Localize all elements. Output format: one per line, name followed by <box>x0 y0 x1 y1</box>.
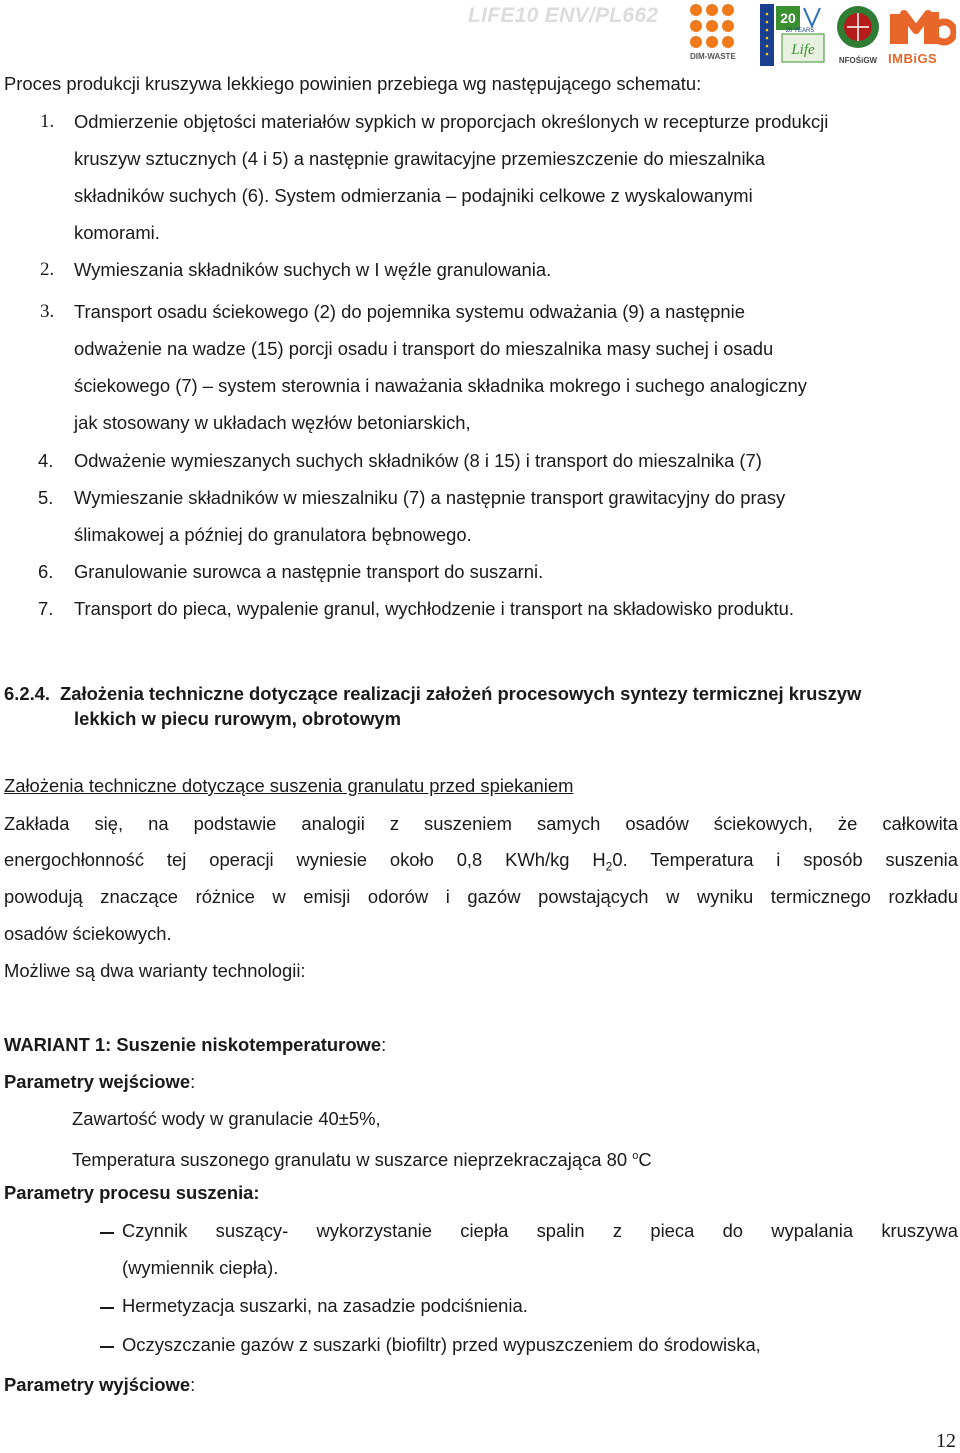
paragraph-line-1: Zakłada się, na podstawie analogii z suszeniem samych osadów ściekowych, że całkowita <box>4 813 958 834</box>
process-item-3: Oczyszczanie gazów z suszarki (biofiltr) przed wypuszczeniem do środowiska, <box>122 1334 761 1355</box>
page-number: 12 <box>936 1430 956 1452</box>
step-3-line-3: ściekowego (7) – system sterownia i naważania składnika mokrego i suchego analogiczny <box>74 375 807 396</box>
life-badge-text: 20 YEARS <box>785 28 815 34</box>
step-1-line-1: Odmierzenie objętości materiałów sypkich w proporcjach określonych w recepturze produkcji <box>74 111 829 132</box>
output-params-label: Parametry wyjściowe <box>4 1374 191 1395</box>
life-word-text: Life <box>791 42 815 58</box>
step-6-number: 6. <box>38 561 54 582</box>
intro-text: Proces produkcji kruszywa lekkiego powinien przebiega wg następującego schematu: <box>4 73 702 94</box>
section-title-line-1: Założenia techniczne dotyczące realizacji założeń procesowych syntezy termicznej kruszyw <box>60 683 862 704</box>
paragraph-line-2-start: energochłonność tej operacji wyniesie około 0,8 KWh/kg H <box>4 849 606 870</box>
variant-1-colon: : <box>381 1034 387 1055</box>
section-title-line-2: lekkich w piecu rurowym, obrotowym <box>74 708 402 729</box>
variant-1-heading <box>4 1034 386 1056</box>
dim-waste-logo <box>690 4 742 68</box>
step-7-number: 7. <box>38 598 54 619</box>
nfosigw-logo <box>832 4 884 68</box>
step-6-line-1: Granulowanie surowca a następnie transport do suszarni. <box>74 561 544 582</box>
step-1-number: 1. <box>40 111 55 132</box>
input-params-heading <box>4 1071 195 1093</box>
bullet-dash-3 <box>100 1346 114 1348</box>
paragraph-line-3: powodują znaczące różnice w emisji odorów i gazów powstających w wyniku termicznego rozkładu <box>4 886 958 907</box>
step-4-line-1: Odważenie wymieszanych suchych składników (8 i 15) i transport do mieszalnika (7) <box>74 450 762 471</box>
bullet-dash-2 <box>100 1307 114 1309</box>
nfosigw-logo-text: NFOŚiGW <box>838 56 878 65</box>
step-5-line-1: Wymieszanie składników w mieszalniku (7) a następnie transport grawitacyjny do prasy <box>74 487 786 508</box>
life-badge-number: 20 <box>780 10 796 26</box>
step-2-number: 2. <box>40 259 55 280</box>
step-4-number: 4. <box>38 450 54 471</box>
input-item-temperature <box>72 1145 652 1171</box>
step-3-number: 3. <box>40 301 55 322</box>
degree-sup: o <box>632 1150 639 1162</box>
output-params-heading <box>4 1374 195 1396</box>
step-1-line-4: komorami. <box>74 222 160 243</box>
step-3-line-2: odważenie na wadze (15) porcji osadu i transport do mieszalnika masy suchej i osadu <box>74 338 774 359</box>
input-item-temperature-text: Temperatura suszonego granulatu w suszarce nieprzekraczająca 80 <box>72 1149 633 1171</box>
step-1-line-3: składników suchych (6). System odmierzania – podajniki celkowe z wyskalowanymi <box>74 185 753 206</box>
imbigs-logo-text: IMBiGS <box>888 51 938 66</box>
step-5-number: 5. <box>38 487 54 508</box>
step-2-line-1: Wymieszania składników suchych w I węźle granulowania. <box>74 259 552 280</box>
dim-waste-logo-text: DIM-WASTE <box>690 52 736 61</box>
input-params-label: Parametry wejściowe <box>4 1071 191 1092</box>
imbigs-logo <box>888 6 958 68</box>
temperature-unit: C <box>638 1149 652 1171</box>
process-item-2: Hermetyzacja suszarki, na zasadzie podciśnienia. <box>122 1295 528 1316</box>
output-params-colon: : <box>190 1374 196 1395</box>
process-params-label: Parametry procesu suszenia: <box>4 1182 260 1203</box>
subheading: Założenia techniczne dotyczące suszenia granulatu przed spiekaniem <box>4 775 574 796</box>
paragraph-line-2-end: 0. Temperatura i sposób suszenia <box>612 849 958 870</box>
process-item-1-line-2: (wymiennik ciepła). <box>122 1257 279 1278</box>
paragraph-line-2 <box>4 849 958 878</box>
project-code: LIFE10 ENV/PL662 <box>468 4 659 27</box>
variant-1-label: WARIANT 1: Suszenie niskotemperaturowe <box>4 1034 382 1055</box>
paragraph-line-2-sub: 2 <box>605 859 613 874</box>
input-item-water: Zawartość wody w granulacie 40±5%, <box>72 1108 381 1129</box>
process-item-1-line-1: Czynnik suszący- wykorzystanie ciepła spalin z pieca do wypalania kruszywa <box>122 1220 958 1241</box>
input-params-colon: : <box>190 1071 196 1092</box>
paragraph-line-4: osadów ściekowych. <box>4 923 172 944</box>
step-7-line-1: Transport do pieca, wypalenie granul, wychłodzenie i transport na składowisko produktu. <box>74 598 795 619</box>
step-3-line-4: jak stosowany w układach węzłów betoniarskich, <box>74 412 471 433</box>
life-20-years-logo <box>760 4 828 66</box>
step-1-line-2: kruszyw sztucznych (4 i 5) a następnie grawitacyjne przemieszczenie do mieszalnika <box>74 148 765 169</box>
bullet-dash-1 <box>100 1232 114 1234</box>
step-3-line-1: Transport osadu ściekowego (2) do pojemnika systemu odważania (9) a następnie <box>74 301 745 322</box>
section-number: 6.2.4. <box>4 683 51 704</box>
variants-intro: Możliwe są dwa warianty technologii: <box>4 960 306 981</box>
step-5-line-2: ślimakowej a później do granulatora bębnowego. <box>74 524 472 545</box>
